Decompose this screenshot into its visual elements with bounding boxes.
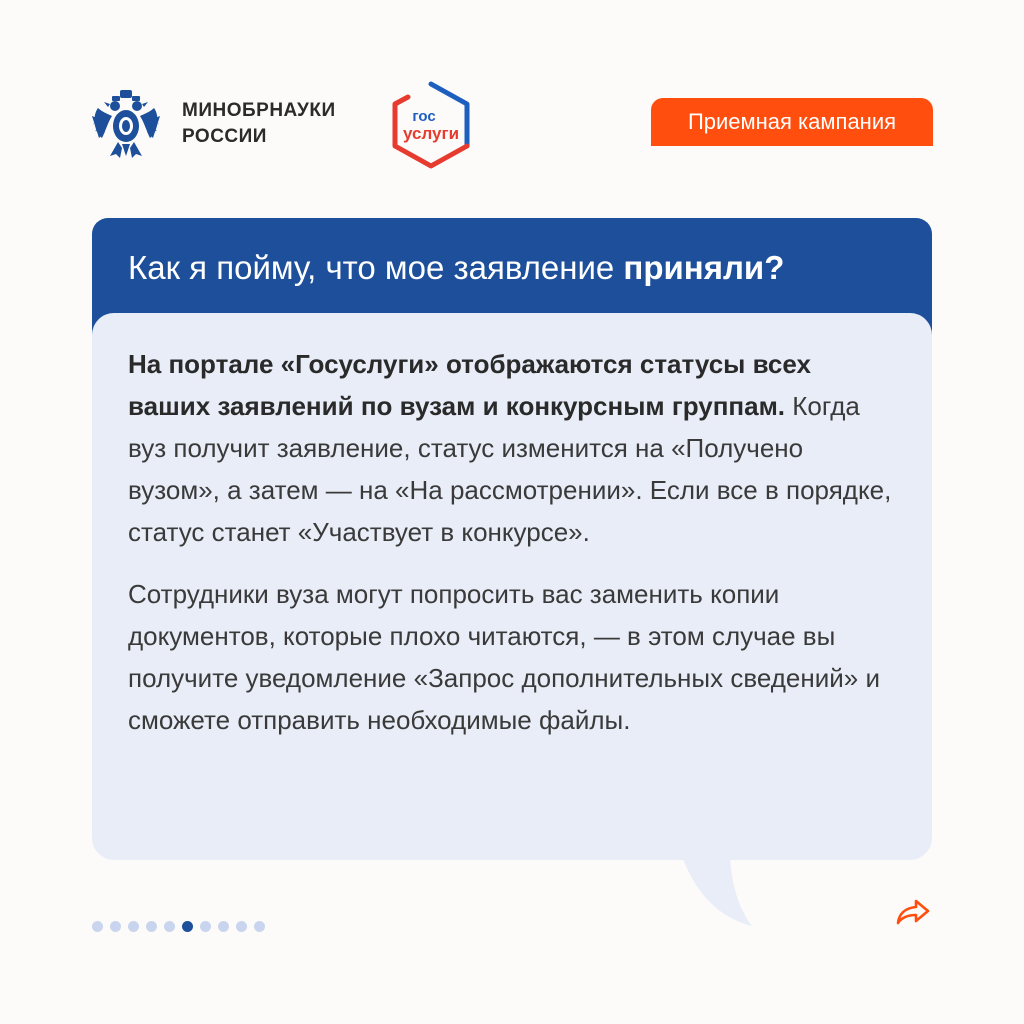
pagination-dot[interactable] <box>110 921 121 932</box>
gos-logo-bottom: услуги <box>402 124 460 143</box>
header <box>0 0 1024 200</box>
pagination-dot[interactable] <box>182 921 193 932</box>
question-title-bold: приняли? <box>623 249 785 286</box>
question-title <box>128 244 918 292</box>
pagination-dot[interactable] <box>254 921 265 932</box>
pagination-dots <box>92 921 265 932</box>
gos-logo-top: гос <box>412 108 436 125</box>
double-headed-eagle-icon <box>88 86 164 162</box>
question-title-regular: Как я пойму, что мое заявление <box>128 249 624 286</box>
answer-text <box>128 343 898 741</box>
gosuslugi-logo-text <box>388 80 474 170</box>
ministry-name-line1: МИНОБРНАУКИ <box>182 100 336 121</box>
ministry-name <box>182 98 336 150</box>
pagination-dot[interactable] <box>92 921 103 932</box>
pagination-dot[interactable] <box>200 921 211 932</box>
answer-paragraph-1-rest: Когда вуз получит заявление, статус изменится на «Получено вузом», а затем — на «На рассмотрении». Если все в порядке, статус станет «Участвует в конкурсе». <box>128 391 892 547</box>
ministry-name-line2: РОССИИ <box>182 126 267 147</box>
pagination-dot[interactable] <box>164 921 175 932</box>
answer-paragraph-2: Сотрудники вуза могут попросить вас заменить копии документов, которые плохо читаются, — в этом случае вы получите уведомление «Запрос дополнительных сведений» и сможете отправить необходимые файлы. <box>128 579 880 735</box>
answer-paragraph-1 <box>128 343 898 553</box>
pagination-dot[interactable] <box>128 921 139 932</box>
pagination-dot[interactable] <box>236 921 247 932</box>
share-arrow-icon[interactable] <box>894 896 932 928</box>
pagination-dot[interactable] <box>146 921 157 932</box>
answer-paragraph-1-bold: На портале «Госуслуги» отображаются статусы всех ваших заявлений по вузам и конкурсным группам. <box>128 349 811 421</box>
speech-bubble-tail <box>680 850 760 930</box>
campaign-badge: Приемная кампания <box>651 98 933 146</box>
pagination-dot[interactable] <box>218 921 229 932</box>
